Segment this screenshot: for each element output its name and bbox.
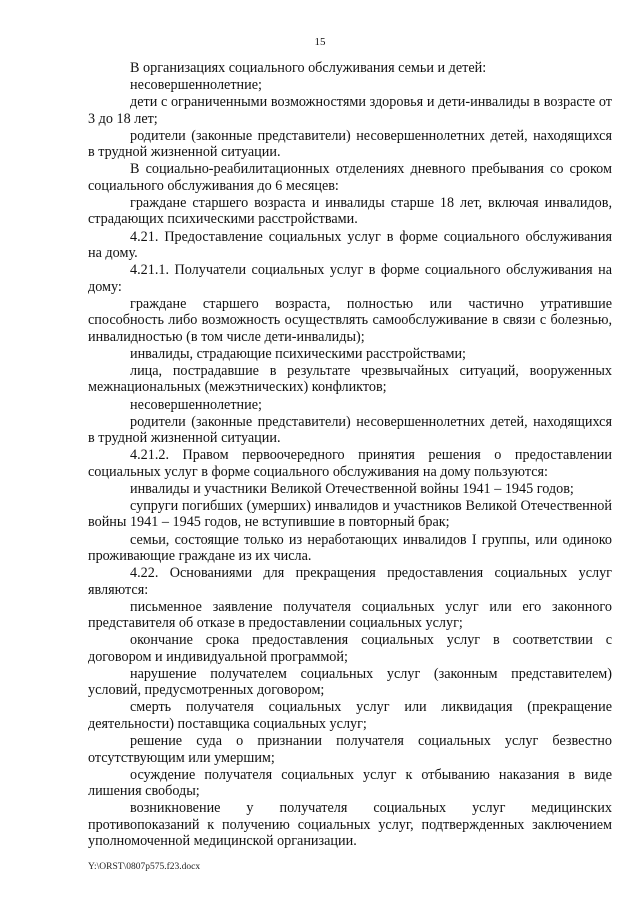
document-body [88,60,612,850]
paragraph: несовершеннолетние; [130,77,262,94]
paragraph: родители (законные представители) несовершеннолетних детей, находящихся в трудной жизненной ситуации. [88,413,612,447]
paragraph: В организациях социального обслуживания семьи и детей: [130,60,487,76]
section-heading-4-21-1: 4.21.1. Получатели социальных услуг в форме социального обслуживания на дому: [88,262,612,295]
paragraph: смерть получателя социальных услуг или ликвидация (прекращение деятельности) поставщика социальных услуг; [88,699,612,732]
paragraph: решение суда о признании получателя социальных услуг безвестно отсутствующим или умершим; [88,733,612,766]
paragraph: инвалиды и участники Великой Отечественной войны 1941 – 1945 годов; [130,480,574,497]
paragraph: дети с ограниченными возможностями здоровья и дети-инвалиды в возрасте от 3 до 18 лет; [88,94,612,127]
footer-file-path: Y:\ORST\0807p575.f23.docx [88,862,201,872]
paragraph: несовершеннолетние; [130,396,262,413]
paragraph: нарушение получателем социальных услуг (законным представителем) условий, предусмотренных договором; [88,665,612,699]
section-heading-4-22: 4.22. Основаниями для прекращения предоставления социальных услуг являются: [88,565,612,598]
paragraph: письменное заявление получателя социальных услуг или его законного представителя об отказе в предоставлении социальных услуг; [88,598,612,632]
section-heading-4-21: 4.21. Предоставление социальных услуг в форме социального обслуживания на дому. [88,228,612,262]
paragraph: граждане старшего возраста и инвалиды старше 18 лет, включая инвалидов, страдающих психическими расстройствами. [88,194,612,228]
paragraph: супруги погибших (умерших) инвалидов и участников Великой Отечественной войны 1941 – 1945 годов, не вступившие в повторный брак; [88,497,612,531]
section-heading-4-21-2: 4.21.2. Правом первоочередного принятия решения о предоставлении социальных услуг в форме социального обслуживания на дому пользуются: [88,447,612,480]
paragraph: граждане старшего возраста, полностью или частично утратившие способность либо возможность осуществлять самообслуживание в связи с болезнью, инвалидностью (в том числе дети-инвалиды); [88,295,612,345]
paragraph: осуждение получателя социальных услуг к отбыванию наказания в виде лишения свободы; [88,766,612,800]
page-number: 15 [314,36,326,48]
paragraph: лица, пострадавшие в результате чрезвычайных ситуаций, вооруженных межнациональных (межэтнических) конфликтов; [88,362,612,396]
paragraph: возникновение у получателя социальных услуг медицинских противопоказаний к получению социальных услуг, подтвержденных заключением уполномоченной медицинской организации. [88,800,612,850]
paragraph: В социально-реабилитационных отделениях дневного пребывания со сроком социального обслуживания до 6 месяцев: [88,161,612,194]
paragraph: окончание срока предоставления социальных услуг в соответствии с договором и индивидуальной программой; [88,632,612,665]
paragraph: родители (законные представители) несовершеннолетних детей, находящихся в трудной жизненной ситуации. [88,127,612,161]
paragraph: семьи, состоящие только из неработающих инвалидов I группы, или одиноко проживающие граждане из их числа. [88,531,612,564]
paragraph: инвалиды, страдающие психическими расстройствами; [130,345,466,362]
